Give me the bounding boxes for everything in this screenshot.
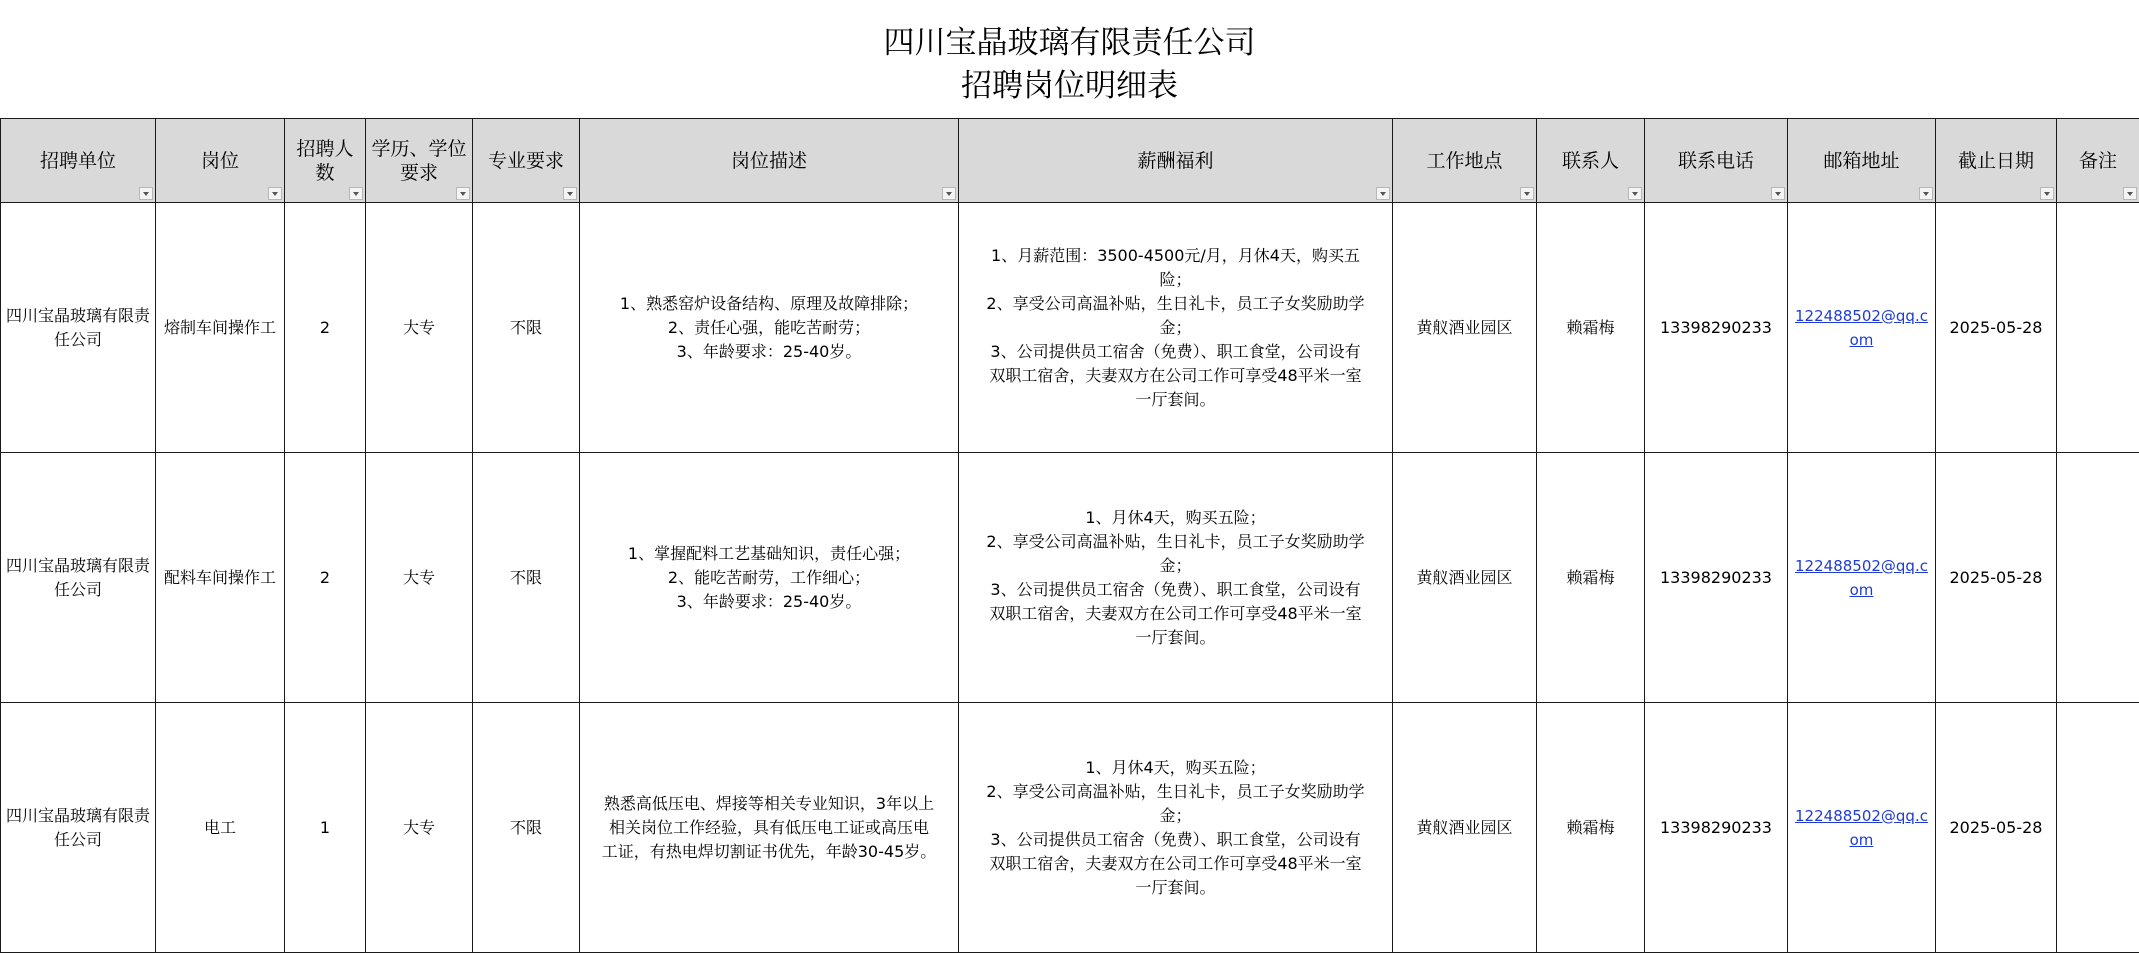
- filter-dropdown-icon[interactable]: [942, 187, 956, 200]
- header-label: 招聘人数: [296, 138, 353, 184]
- benefits-line: 一厅套间。: [959, 388, 1392, 412]
- header-row: [1, 119, 2139, 203]
- description-line: 2、责任心强，能吃苦耐劳；: [580, 316, 958, 340]
- header-label: 邮箱地址: [1823, 150, 1899, 172]
- remark-cell[interactable]: [2057, 453, 2139, 703]
- header-label: 岗位: [201, 150, 239, 172]
- unit-cell[interactable]: 四川宝晶玻璃有限责任公司: [1, 203, 156, 453]
- contact-cell[interactable]: 赖霜梅: [1537, 703, 1645, 953]
- header-cell: [1537, 119, 1645, 203]
- major-cell[interactable]: 不限: [473, 203, 580, 453]
- location-cell[interactable]: 黄舣酒业园区: [1393, 703, 1537, 953]
- description-line: 1、熟悉窑炉设备结构、原理及故障排除；: [580, 292, 958, 316]
- benefits-cell[interactable]: [959, 703, 1393, 953]
- header-label: 薪酬福利: [1137, 150, 1213, 172]
- deadline-cell[interactable]: 2025-05-28: [1936, 203, 2057, 453]
- location-cell[interactable]: 黄舣酒业园区: [1393, 203, 1537, 453]
- header-cell: [1936, 119, 2057, 203]
- phone-cell[interactable]: 13398290233: [1645, 703, 1788, 953]
- benefits-line: 3、公司提供员工宿舍（免费）、职工食堂，公司设有: [959, 578, 1392, 602]
- education-cell[interactable]: 大专: [366, 203, 473, 453]
- header-label: 学历、学位要求: [371, 138, 466, 184]
- filter-dropdown-icon[interactable]: [456, 187, 470, 200]
- filter-dropdown-icon[interactable]: [563, 187, 577, 200]
- location-cell[interactable]: 黄舣酒业园区: [1393, 453, 1537, 703]
- unit-cell[interactable]: 四川宝晶玻璃有限责任公司: [1, 703, 156, 953]
- benefits-line: 2、享受公司高温补贴，生日礼卡，员工子女奖励助学: [959, 780, 1392, 804]
- benefits-line: 2、享受公司高温补贴，生日礼卡，员工子女奖励助学: [959, 292, 1392, 316]
- benefits-line: 1、月薪范围：3500-4500元/月，月休4天，购买五: [959, 244, 1392, 268]
- description-cell[interactable]: [580, 453, 959, 703]
- document-title: [0, 22, 2139, 108]
- benefits-line: 金；: [959, 316, 1392, 340]
- position-cell[interactable]: 电工: [156, 703, 285, 953]
- remark-cell[interactable]: [2057, 203, 2139, 453]
- filter-dropdown-icon[interactable]: [349, 187, 363, 200]
- table-row: [1, 453, 2139, 703]
- header-cell: [285, 119, 366, 203]
- table-row: [1, 203, 2139, 453]
- header-cell: [580, 119, 959, 203]
- benefits-line: 3、公司提供员工宿舍（免费）、职工食堂，公司设有: [959, 340, 1392, 364]
- header-cell: [1645, 119, 1788, 203]
- filter-dropdown-icon[interactable]: [268, 187, 282, 200]
- description-line: 3、年龄要求：25-40岁。: [580, 340, 958, 364]
- benefits-line: 险；: [959, 268, 1392, 292]
- header-label: 招聘单位: [40, 150, 116, 172]
- benefits-line: 金；: [959, 554, 1392, 578]
- phone-cell[interactable]: 13398290233: [1645, 203, 1788, 453]
- header-label: 截止日期: [1958, 150, 2034, 172]
- header-cell: [1, 119, 156, 203]
- header-cell: [366, 119, 473, 203]
- filter-dropdown-icon[interactable]: [1520, 187, 1534, 200]
- filter-dropdown-icon[interactable]: [1919, 187, 1933, 200]
- description-line: 1、掌握配料工艺基础知识，责任心强；: [580, 542, 958, 566]
- major-cell[interactable]: 不限: [473, 703, 580, 953]
- header-label: 岗位描述: [731, 150, 807, 172]
- filter-dropdown-icon[interactable]: [1771, 187, 1785, 200]
- benefits-line: 2、享受公司高温补贴，生日礼卡，员工子女奖励助学: [959, 530, 1392, 554]
- description-line: 工证，有热电焊切割证书优先，年龄30-45岁。: [580, 840, 958, 864]
- filter-dropdown-icon[interactable]: [2040, 187, 2054, 200]
- description-line: 熟悉高低压电、焊接等相关专业知识，3年以上: [580, 792, 958, 816]
- benefits-cell[interactable]: [959, 453, 1393, 703]
- company-title: 四川宝晶玻璃有限责任公司: [0, 22, 2139, 65]
- header-label: 备注: [2079, 150, 2117, 172]
- description-line: 相关岗位工作经验，具有低压电工证或高压电: [580, 816, 958, 840]
- benefits-cell[interactable]: [959, 203, 1393, 453]
- position-cell[interactable]: 配料车间操作工: [156, 453, 285, 703]
- position-cell[interactable]: 熔制车间操作工: [156, 203, 285, 453]
- header-cell: [2057, 119, 2139, 203]
- header-label: 联系电话: [1678, 150, 1754, 172]
- benefits-line: 1、月休4天，购买五险；: [959, 506, 1392, 530]
- education-cell[interactable]: 大专: [366, 703, 473, 953]
- email-link[interactable]: 122488502@qq.com: [1788, 554, 1935, 602]
- major-cell[interactable]: 不限: [473, 453, 580, 703]
- education-cell[interactable]: 大专: [366, 453, 473, 703]
- email-link[interactable]: 122488502@qq.com: [1788, 804, 1935, 852]
- description-line: 2、能吃苦耐劳，工作细心；: [580, 566, 958, 590]
- phone-cell[interactable]: 13398290233: [1645, 453, 1788, 703]
- description-cell[interactable]: [580, 703, 959, 953]
- description-cell[interactable]: [580, 203, 959, 453]
- benefits-line: 一厅套间。: [959, 626, 1392, 650]
- recruitment-table: [0, 118, 2139, 953]
- filter-dropdown-icon[interactable]: [139, 187, 153, 200]
- contact-cell[interactable]: 赖霜梅: [1537, 203, 1645, 453]
- count-cell[interactable]: 2: [285, 203, 366, 453]
- filter-dropdown-icon[interactable]: [2123, 187, 2137, 200]
- header-cell: [156, 119, 285, 203]
- count-cell[interactable]: 1: [285, 703, 366, 953]
- filter-dropdown-icon[interactable]: [1376, 187, 1390, 200]
- header-label: 工作地点: [1426, 150, 1502, 172]
- benefits-line: 双职工宿舍，夫妻双方在公司工作可享受48平米一室: [959, 852, 1392, 876]
- count-cell[interactable]: 2: [285, 453, 366, 703]
- deadline-cell[interactable]: 2025-05-28: [1936, 453, 2057, 703]
- header-cell: [1788, 119, 1936, 203]
- benefits-line: 1、月休4天，购买五险；: [959, 756, 1392, 780]
- header-cell: [959, 119, 1393, 203]
- benefits-line: 一厅套间。: [959, 876, 1392, 900]
- table-row: [1, 703, 2139, 953]
- email-cell: [1788, 203, 1936, 453]
- description-line: 3、年龄要求：25-40岁。: [580, 590, 958, 614]
- filter-dropdown-icon[interactable]: [1628, 187, 1642, 200]
- header-label: 专业要求: [488, 150, 564, 172]
- contact-cell[interactable]: 赖霜梅: [1537, 453, 1645, 703]
- benefits-line: 金；: [959, 804, 1392, 828]
- header-cell: [1393, 119, 1537, 203]
- benefits-line: 双职工宿舍，夫妻双方在公司工作可享受48平米一室: [959, 364, 1392, 388]
- header-label: 联系人: [1562, 150, 1619, 172]
- deadline-cell[interactable]: 2025-05-28: [1936, 703, 2057, 953]
- benefits-line: 3、公司提供员工宿舍（免费）、职工食堂，公司设有: [959, 828, 1392, 852]
- remark-cell[interactable]: [2057, 703, 2139, 953]
- benefits-line: 双职工宿舍，夫妻双方在公司工作可享受48平米一室: [959, 602, 1392, 626]
- email-cell: [1788, 703, 1936, 953]
- email-cell: [1788, 453, 1936, 703]
- header-cell: [473, 119, 580, 203]
- table-title: 招聘岗位明细表: [0, 65, 2139, 108]
- unit-cell[interactable]: 四川宝晶玻璃有限责任公司: [1, 453, 156, 703]
- email-link[interactable]: 122488502@qq.com: [1788, 304, 1935, 352]
